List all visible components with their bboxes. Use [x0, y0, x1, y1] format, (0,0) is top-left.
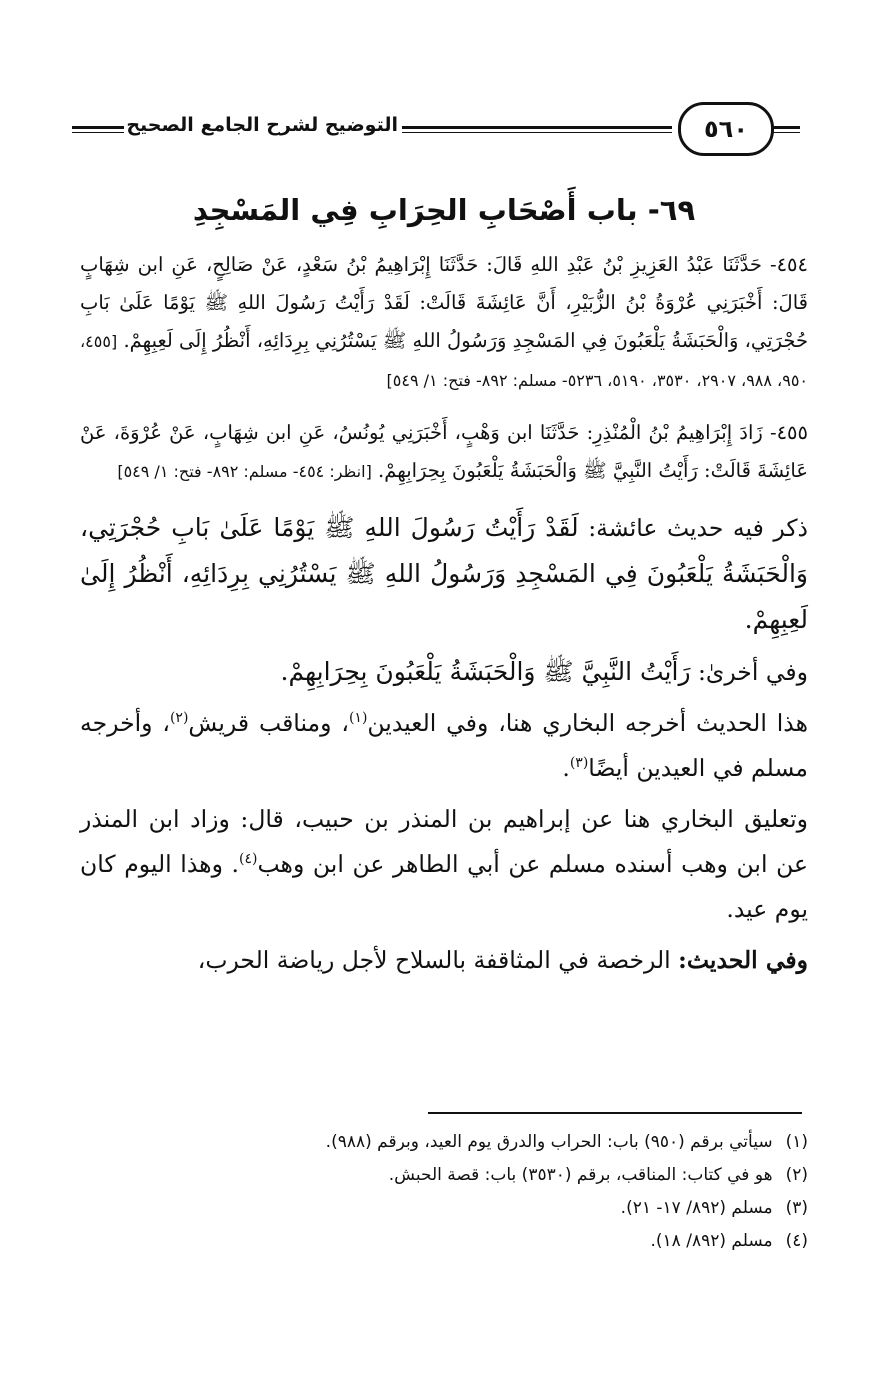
commentary-paragraph [80, 938, 808, 983]
hadith-text: ٤٥٥- زَادَ إِبْرَاهِيمُ بْنُ الْمُنْذِرِ: حَدَّثَنَا ابن وَهْبٍ، أَخْبَرَنِي يُونُسُ، عَنِ ابن شِهَابٍ، عَنْ عُرْوَةَ، عَنْ عَائِشَةَ قَالَتْ: رَأَيْتُ النَّبِيَّ ﷺ وَالْحَبَشَةُ يَلْعَبُونَ بِحِرَابِهِمْ. [80, 421, 808, 482]
footnote-marker[interactable]: (٢) [169, 710, 189, 727]
hadith-text: ٤٥٤- حَدَّثَنَا عَبْدُ العَزِيزِ بْنُ عَبْدِ اللهِ قَالَ: حَدَّثَنَا إِبْرَاهِيمُ بْنُ سَعْدٍ، عَنْ صَالِحٍ، عَنِ ابن شِهَابٍ قَالَ: أَخْبَرَنِي عُرْوَةُ بْنُ الزُّبَيْرِ، أَنَّ عَائِشَةَ قَالَتْ: لَقَدْ رَأَيْتُ رَسُولَ اللهِ ﷺ يَوْمًا عَلَىٰ بَابِ حُجْرَتِي، وَالْحَبَشَةُ يَلْعَبُونَ فِي المَسْجِدِ وَرَسُولُ اللهِ ﷺ يَسْتُرُنِي بِرِدَائِهِ، أَنْظُرُ إِلَى لَعِبِهِمْ. [80, 253, 809, 352]
footnote-marker[interactable]: (٤) [239, 851, 258, 868]
footnote-item [380, 1159, 808, 1192]
footnote-number: (١) [785, 1132, 808, 1152]
commentary-text: . [562, 754, 570, 782]
footnote-item [325, 1126, 808, 1159]
hadith-references: [٤٥٥، ٩٥٠، ٩٨٨، ٢٩٠٧، ٣٥٣٠، ٥١٩٠، ٥٢٣٦- مسلم: ٨٩٢- فتح: ١/ ٥٤٩] [80, 332, 808, 390]
header-rule-right [772, 126, 800, 133]
commentary-paragraph [80, 649, 808, 695]
chapter-heading: ٦٩- باب أَصْحَابِ الحِرَابِ فِي المَسْجِدِ [192, 193, 696, 227]
footnote-text: سيأتي برقم (٩٥٠) باب: الحراب والدرق يوم العيد، وبرقم (٩٨٨). [325, 1132, 773, 1152]
footnote-number: (٤) [785, 1231, 808, 1251]
commentary-text: هذا الحديث أخرجه البخاري هنا، وفي العيدين [367, 709, 808, 737]
commentary-text: ، ومناقب قريش [188, 709, 349, 737]
quoted-hadith: رَأَيْتُ النَّبِيَّ ﷺ وَالْحَبَشَةُ يَلْعَبُونَ بِحِرَابِهِمْ. [280, 657, 691, 686]
hadith-454 [80, 246, 808, 400]
commentary-text: وتعليق البخاري هنا عن إبراهيم بن المنذر بن حبيب، قال: وزاد ابن المنذر عن ابن وهب أسنده مسلم عن أبي الطاهر عن ابن وهب [80, 805, 809, 878]
footnote-marker[interactable]: (٣) [569, 755, 589, 772]
footnote-text: هو في كتاب: المناقب، برقم (٣٥٣٠) باب: قصة الحبش. [388, 1165, 773, 1185]
footnote-marker[interactable]: (١) [348, 710, 368, 727]
footnote-text: مسلم (٨٩٢/ ١٧- ٢١). [620, 1198, 773, 1218]
page-number: ٥٦٠ [678, 102, 774, 156]
page-body [80, 188, 808, 989]
running-header [72, 98, 807, 158]
commentary-text: . وهذا اليوم كان يوم عيد. [80, 850, 808, 923]
quoted-hadith: لَقَدْ رَأَيْتُ رَسُولَ اللهِ ﷺ يَوْمًا عَلَىٰ بَابِ حُجْرَتِي، وَالْحَبَشَةُ يَلْعَبُونَ فِي المَسْجِدِ وَرَسُولُ اللهِ ﷺ يَسْتُرُنِي بِرِدَائِهِ، أَنْظُرُ إِلَىٰ لَعِبِهِمْ. [80, 513, 808, 634]
footnote-number: (٢) [785, 1165, 808, 1185]
commentary-lead: وفي الحديث: [678, 946, 808, 974]
header-rule-middle [402, 126, 672, 133]
commentary-paragraph [80, 701, 808, 791]
book-title: التوضيح لشرح الجامع الصحيح [126, 114, 398, 136]
footnotes [325, 1126, 808, 1258]
footnote-divider [428, 1112, 802, 1114]
commentary-lead: ذكر فيه حديث عائشة: [588, 514, 808, 542]
hadith-455 [80, 414, 808, 491]
commentary-text: ، وأخرجه مسلم في العيدين أيضًا [80, 709, 808, 782]
header-rule-left [72, 126, 124, 133]
commentary-lead: وفي أخرىٰ: [698, 658, 808, 686]
commentary-paragraph [80, 505, 808, 643]
hadith-references: [انظر: ٤٥٤- مسلم: ٨٩٢- فتح: ١/ ٥٤٩] [117, 462, 372, 481]
footnote-item [380, 1225, 808, 1258]
footnote-text: مسلم (٨٩٢/ ١٨). [650, 1231, 773, 1251]
footnote-number: (٣) [785, 1198, 808, 1218]
commentary-paragraph [80, 797, 808, 932]
footnote-item [380, 1192, 808, 1225]
commentary-text: الرخصة في المثاقفة بالسلاح لأجل رياضة الحرب، [197, 946, 671, 974]
